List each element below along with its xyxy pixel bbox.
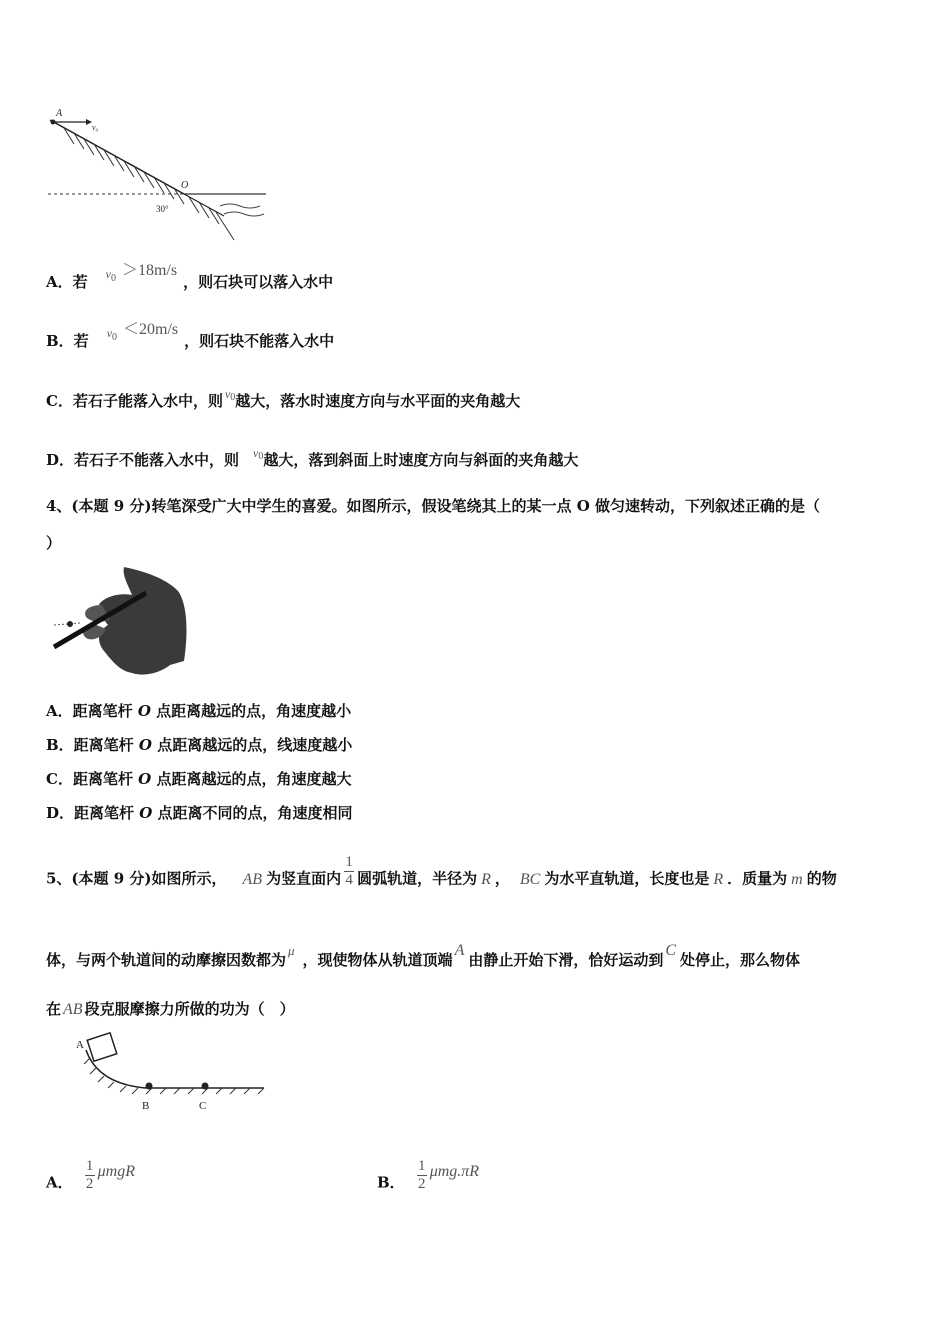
q5-stem-line2: 体，与两个轨道间的动摩擦因数都为μ，现使物体从轨道顶端A由静止开始下滑，恰好运动到C处停止，那么物体 [46,942,801,969]
incline-line-lower [184,194,224,216]
q4-stem-line2: ） [46,534,62,552]
label-o: O [181,180,189,191]
label-point-a: A [76,1039,84,1051]
incline-figure [44,104,270,244]
q5-stem-line3: 在 AB 段克服摩擦力所做的功为（ ） [46,1000,295,1018]
q5-option-b[interactable]: B． $\frac{1}{2}$ μmg.πR [377,1158,480,1192]
arc-track-figure [46,1032,270,1116]
block-object [87,1033,117,1061]
fraction-one-quarter: $\frac{1}{4}$ [345,854,353,888]
q3-option-c[interactable]: C．若石子能落入水中，则 $^{v0}$越大，落水时速度方向与水平面的夹角越大 [46,387,521,410]
hand-shape [99,567,187,675]
label-v0: v₀ [92,123,99,132]
label-a: A [56,108,63,119]
q4-option-c[interactable]: C．距离笔杆 O 点距离越远的点，角速度越大 [46,770,352,788]
q4-stem-line1: 4、(本题 9 分)转笔深受广大中学生的喜爱。如图所示，假设笔绕其上的某一点 O 做匀速转动，下列叙述正确的是（ [46,497,821,515]
q4-option-d[interactable]: D．距离笔杆 O 点距离不同的点，角速度相同 [46,804,353,822]
point-b-dot [146,1083,153,1090]
stone-dot [51,120,56,125]
pen-spinning-figure [52,565,188,680]
q3-option-b[interactable]: B．若 $^{v0}$ ＜20m/s，则石块不能落入水中 [46,321,335,350]
label-angle: 30° [156,204,169,214]
q4-option-a[interactable]: A．距离笔杆 O 点距离越远的点，角速度越小 [46,702,352,720]
q5-stem-line1: 5、(本题 9 分)如图所示， AB 为竖直面内 $\frac{1}{4}$ 圆弧轨道，半径为 R ， BC 为水平直轨道，长度也是 R ．质量为 m 的物 [46,854,837,888]
point-c-dot [202,1083,209,1090]
q3-option-d[interactable]: D．若石子不能落入水中，则 $^{v0}$越大，落到斜面上时速度方向与斜面的夹角越大 [46,446,579,469]
incline-hatching [64,128,234,240]
incline-line [50,120,184,194]
water-ripple [220,204,264,216]
q5-option-a[interactable]: A． $\frac{1}{2}$ μmgR [46,1158,135,1192]
rotation-point [67,621,73,627]
q4-option-b[interactable]: B．距离笔杆 O 点距离越远的点，线速度越小 [46,736,353,754]
fraction-half-a: $\frac{1}{2}$ [85,1158,94,1192]
fraction-half-b: $\frac{1}{2}$ [417,1158,426,1192]
label-point-c: C [199,1100,207,1112]
q3-option-a[interactable]: A．若 $^{v0}$ ＞18m/s，则石块可以落入水中 [46,262,334,291]
label-point-b: B [142,1100,150,1112]
